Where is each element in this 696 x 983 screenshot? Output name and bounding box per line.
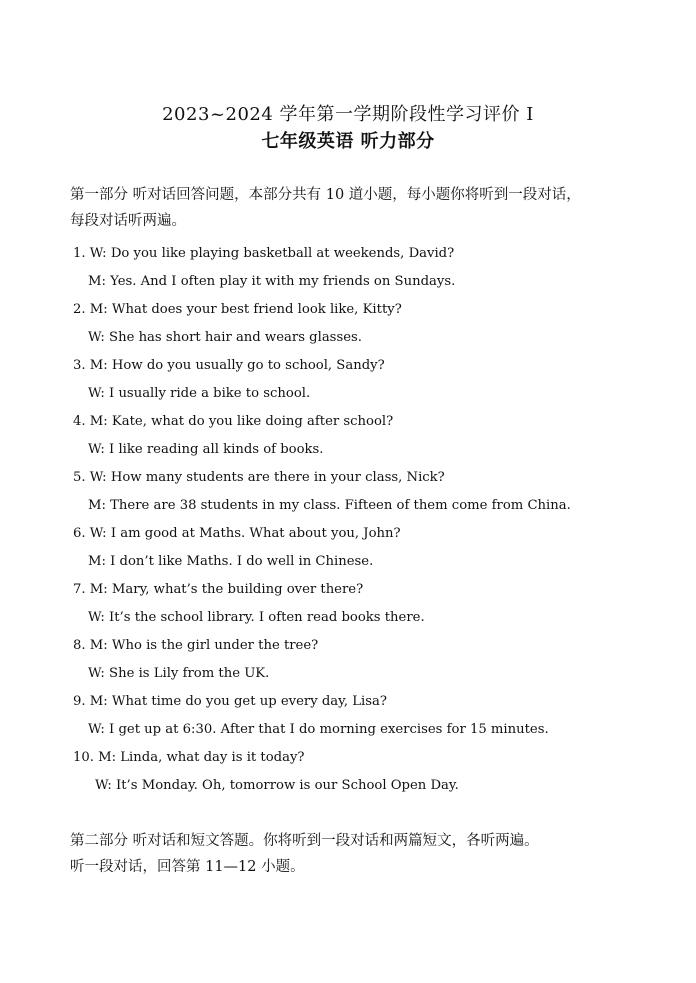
part2-heading-line2: 听一段对话，回答第 11—12 小题。 bbox=[70, 859, 305, 875]
document-title: 2023~2024 学年第一学期阶段性学习评价 I bbox=[162, 104, 534, 125]
dialogue-2-question: 2. M: What does your best friend look like, Kitty? bbox=[73, 302, 402, 317]
part1-heading-line2: 每段对话听两遍。 bbox=[70, 213, 186, 229]
dialogue-1-question: 1. W: Do you like playing basketball at weekends, David? bbox=[73, 246, 455, 261]
part1-heading bbox=[70, 182, 670, 234]
dialogue-list bbox=[73, 240, 673, 800]
dialogue-9-answer: W: I get up at 6:30. After that I do morning exercises for 15 minutes. bbox=[88, 722, 549, 737]
dialogue-8-question: 8. M: Who is the girl under the tree? bbox=[73, 638, 319, 653]
dialogue-9-question: 9. M: What time do you get up every day, Lisa? bbox=[73, 694, 387, 709]
dialogue-10-question: 10. M: Linda, what day is it today? bbox=[73, 750, 305, 765]
dialogue-7-question: 7. M: Mary, what’s the building over there? bbox=[73, 582, 364, 597]
dialogue-3-answer: W: I usually ride a bike to school. bbox=[88, 386, 311, 401]
dialogue-6-question: 6. W: I am good at Maths. What about you, John? bbox=[73, 526, 401, 541]
part2-heading-line1: 第二部分 听对话和短文答题。你将听到一段对话和两篇短文，各听两遍。 bbox=[70, 833, 539, 849]
dialogue-5-answer: M: There are 38 students in my class. Fifteen of them come from China. bbox=[88, 498, 571, 513]
dialogue-3-question: 3. M: How do you usually go to school, Sandy? bbox=[73, 358, 385, 373]
dialogue-10-answer: W: It’s Monday. Oh, tomorrow is our School Open Day. bbox=[95, 778, 459, 793]
part2-heading bbox=[70, 828, 670, 880]
dialogue-6-answer: M: I don’t like Maths. I do well in Chinese. bbox=[88, 554, 374, 569]
document-subtitle: 七年级英语 听力部分 bbox=[261, 131, 435, 152]
dialogue-1-answer: M: Yes. And I often play it with my friends on Sundays. bbox=[88, 274, 456, 289]
dialogue-7-answer: W: It’s the school library. I often read books there. bbox=[88, 610, 425, 625]
dialogue-4-answer: W: I like reading all kinds of books. bbox=[88, 442, 324, 457]
dialogue-5-question: 5. W: How many students are there in your class, Nick? bbox=[73, 470, 445, 485]
dialogue-2-answer: W: She has short hair and wears glasses. bbox=[88, 330, 362, 345]
part1-heading-line1: 第一部分 听对话回答问题，本部分共有 10 道小题，每小题你将听到一段对话， bbox=[70, 187, 581, 203]
dialogue-8-answer: W: She is Lily from the UK. bbox=[88, 666, 270, 681]
dialogue-4-question: 4. M: Kate, what do you like doing after school? bbox=[73, 414, 394, 429]
